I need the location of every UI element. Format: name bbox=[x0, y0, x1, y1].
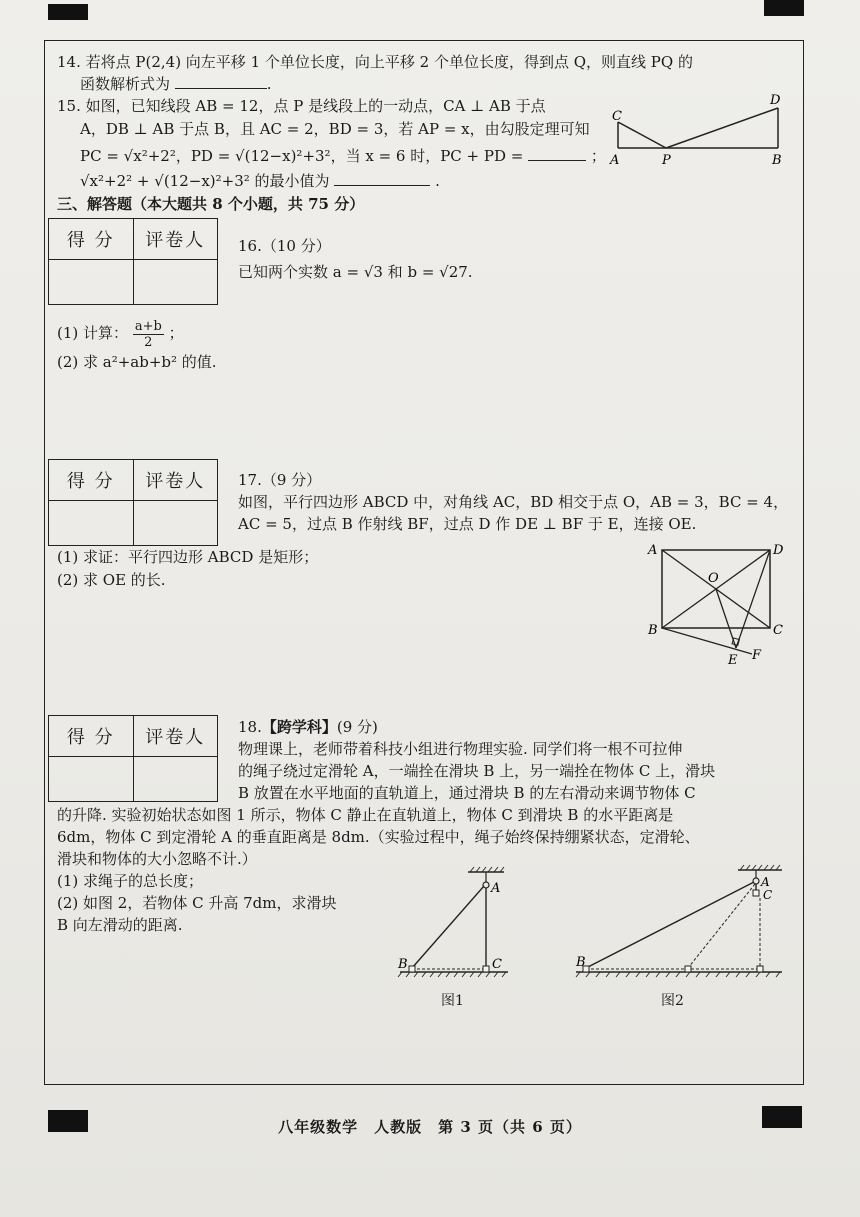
q18-figure-2 bbox=[570, 862, 790, 984]
q16-grader-cell[interactable] bbox=[133, 260, 218, 305]
q18-stem2: 的绳子绕过定滑轮 A，一端拴在滑块 B 上，另一端拴在物体 C 上，滑块 bbox=[238, 762, 716, 780]
fig1-caption: 图1 bbox=[441, 993, 464, 1009]
fig2-dashed-initial-rope bbox=[688, 884, 755, 968]
fig1-object-c bbox=[483, 966, 489, 972]
section-3-header: 三、解答题（本大题共 8 个小题，共 75 分） bbox=[57, 195, 365, 213]
q17-grader-cell[interactable] bbox=[133, 501, 218, 546]
q16-part2: (2) 求 a²+ab+b² 的值. bbox=[57, 353, 217, 371]
fig2-label-c: C bbox=[763, 888, 773, 902]
q17-segment-de bbox=[736, 550, 770, 648]
q14-answer-blank[interactable] bbox=[175, 74, 267, 89]
q17-score-box bbox=[48, 459, 218, 546]
q18-score-cell[interactable] bbox=[49, 757, 134, 802]
q18-score-label: 得 分 bbox=[49, 716, 134, 757]
page-footer: 八年级数学 人教版 第 3 页（共 6 页） bbox=[278, 1118, 582, 1136]
q17-figure bbox=[640, 538, 790, 670]
q18-part2b: B 向左滑动的距离. bbox=[57, 916, 183, 934]
q16-part1-end: ； bbox=[168, 324, 184, 342]
q15-answer-blank-2[interactable] bbox=[334, 171, 430, 186]
q15-segment-cp bbox=[618, 122, 666, 148]
fig2-label-b: B bbox=[576, 955, 586, 970]
q18-grader-cell[interactable] bbox=[133, 757, 218, 802]
q16-part1 bbox=[57, 318, 184, 350]
q18-title bbox=[238, 717, 378, 737]
q17-label-o: O bbox=[708, 571, 719, 586]
q15-answer-blank-1[interactable] bbox=[528, 146, 586, 161]
fig2-pulley-a bbox=[753, 878, 759, 884]
q17-label-e: E bbox=[728, 653, 738, 668]
q15-label-c: C bbox=[612, 109, 622, 124]
q16-stem: 已知两个实数 a = √3 和 b = √27. bbox=[238, 263, 473, 281]
q17-stem2: AC = 5，过点 B 作射线 BF，过点 D 作 DE ⊥ BF 于 E，连接 OE. bbox=[238, 515, 697, 533]
q17-label-b: B bbox=[648, 623, 658, 638]
q15-line4-text: √x²+2² + √(12−x)²+3² 的最小值为 bbox=[80, 172, 330, 190]
fig2-object-c bbox=[753, 890, 759, 896]
registration-mark-top-left bbox=[48, 4, 88, 20]
q17-label-d: D bbox=[773, 543, 784, 558]
q17-stem1: 如图，平行四边形 ABCD 中，对角线 AC，BD 相交于点 O，AB = 3，BC = 4， bbox=[238, 493, 789, 511]
fig1-label-b: B bbox=[398, 957, 408, 972]
q15-line2: A，DB ⊥ AB 于点 B，且 AC = 2，BD = 3，若 AP = x，由勾股定理可知 bbox=[80, 120, 590, 138]
q16-fraction-numerator: a+b bbox=[134, 318, 162, 334]
fig1-ceiling-hatch bbox=[470, 867, 504, 872]
fig1-ground-hatch bbox=[398, 972, 506, 977]
q15-line3 bbox=[80, 146, 606, 166]
q18-title-num: 18. bbox=[238, 718, 262, 736]
q17-label-f: F bbox=[752, 648, 762, 663]
q16-fraction bbox=[133, 319, 164, 350]
q15-line3-text: PC = √x²+2²，PD = √(12−x)²+3²，当 x = 6 时，PC + PD = bbox=[80, 147, 524, 165]
fig2-rope-ab bbox=[586, 882, 754, 968]
q15-line4-end: . bbox=[435, 172, 440, 190]
q17-label-c: C bbox=[773, 623, 783, 638]
fig1-rope-ab bbox=[412, 886, 484, 968]
q15-label-b: B bbox=[772, 153, 782, 168]
q16-fraction-denominator: 2 bbox=[144, 334, 153, 350]
fig1-label-c: C bbox=[492, 957, 502, 972]
q17-title: 17.（9 分） bbox=[238, 471, 322, 489]
q15-segment-pd bbox=[666, 108, 778, 148]
q18-grader-label: 评卷人 bbox=[133, 716, 218, 757]
q18-figure-1 bbox=[390, 864, 520, 984]
q17-part1: (1) 求证：平行四边形 ABCD 是矩形； bbox=[57, 548, 319, 566]
q18-stem3: B 放置在水平地面的直轨道上，通过滑块 B 的左右滑动来调节物体 C bbox=[238, 784, 696, 802]
q17-grader-label: 评卷人 bbox=[133, 460, 218, 501]
q18-stem1: 物理课上，老师带着科技小组进行物理实验. 同学们将一根不可拉伸 bbox=[238, 740, 683, 758]
q17-score-label: 得 分 bbox=[49, 460, 134, 501]
q15-line4 bbox=[80, 171, 440, 191]
q18-title-tag: 【跨学科】 bbox=[261, 718, 337, 736]
registration-mark-top-right bbox=[764, 0, 804, 16]
fig2-slider-initial bbox=[685, 966, 691, 972]
q16-score-box bbox=[48, 218, 218, 305]
q15-label-d: D bbox=[770, 93, 781, 108]
fig2-ceiling-hatch bbox=[740, 865, 780, 870]
q16-score-cell[interactable] bbox=[49, 260, 134, 305]
q18-stem5: 6dm，物体 C 到定滑轮 A 的垂直距离是 8dm.（实验过程中，绳子始终保持绷紧状态，定滑轮、 bbox=[57, 828, 700, 846]
q18-part2a: (2) 如图 2，若物体 C 升高 7dm，求滑块 bbox=[57, 894, 337, 912]
q15-figure bbox=[600, 90, 795, 168]
q18-stem4: 的升降. 实验初始状态如图 1 所示，物体 C 静止在直轨道上，物体 C 到滑块 B 的水平距离是 bbox=[57, 806, 674, 824]
q18-part1: (1) 求绳子的总长度； bbox=[57, 872, 204, 890]
q14-line2-text: 函数解析式为 bbox=[80, 75, 171, 93]
q18-stem6: 滑块和物体的大小忽略不计.） bbox=[57, 850, 257, 868]
q16-score-label: 得 分 bbox=[49, 219, 134, 260]
q16-grader-label: 评卷人 bbox=[133, 219, 218, 260]
q17-score-cell[interactable] bbox=[49, 501, 134, 546]
fig2-label-a: A bbox=[761, 875, 770, 889]
q18-score-box bbox=[48, 715, 218, 802]
q15-line3-end: ； bbox=[590, 147, 606, 165]
q15-label-p: P bbox=[662, 153, 671, 168]
q17-label-a: A bbox=[648, 543, 658, 558]
q16-part1-prefix: (1) 计算： bbox=[57, 324, 129, 342]
q14-line1: 14. 若将点 P(2,4) 向左平移 1 个单位长度，向上平移 2 个单位长度，得到点 Q，则直线 PQ 的 bbox=[57, 53, 693, 71]
q15-label-a: A bbox=[610, 153, 620, 168]
q17-part2: (2) 求 OE 的长. bbox=[57, 571, 166, 589]
fig1-slider-b bbox=[409, 966, 415, 972]
fig1-label-a: A bbox=[491, 881, 501, 896]
fig2-caption: 图2 bbox=[661, 993, 684, 1009]
q15-line1: 15. 如图，已知线段 AB = 12，点 P 是线段上的一动点，CA ⊥ AB 于点 bbox=[57, 97, 546, 115]
fig2-object-initial bbox=[757, 966, 763, 972]
q16-title: 16.（10 分） bbox=[238, 237, 331, 255]
q14-line2: 函数解析式为 . bbox=[80, 75, 272, 93]
fig2-ground-hatch bbox=[576, 972, 780, 977]
q18-title-score: (9 分) bbox=[336, 718, 378, 736]
